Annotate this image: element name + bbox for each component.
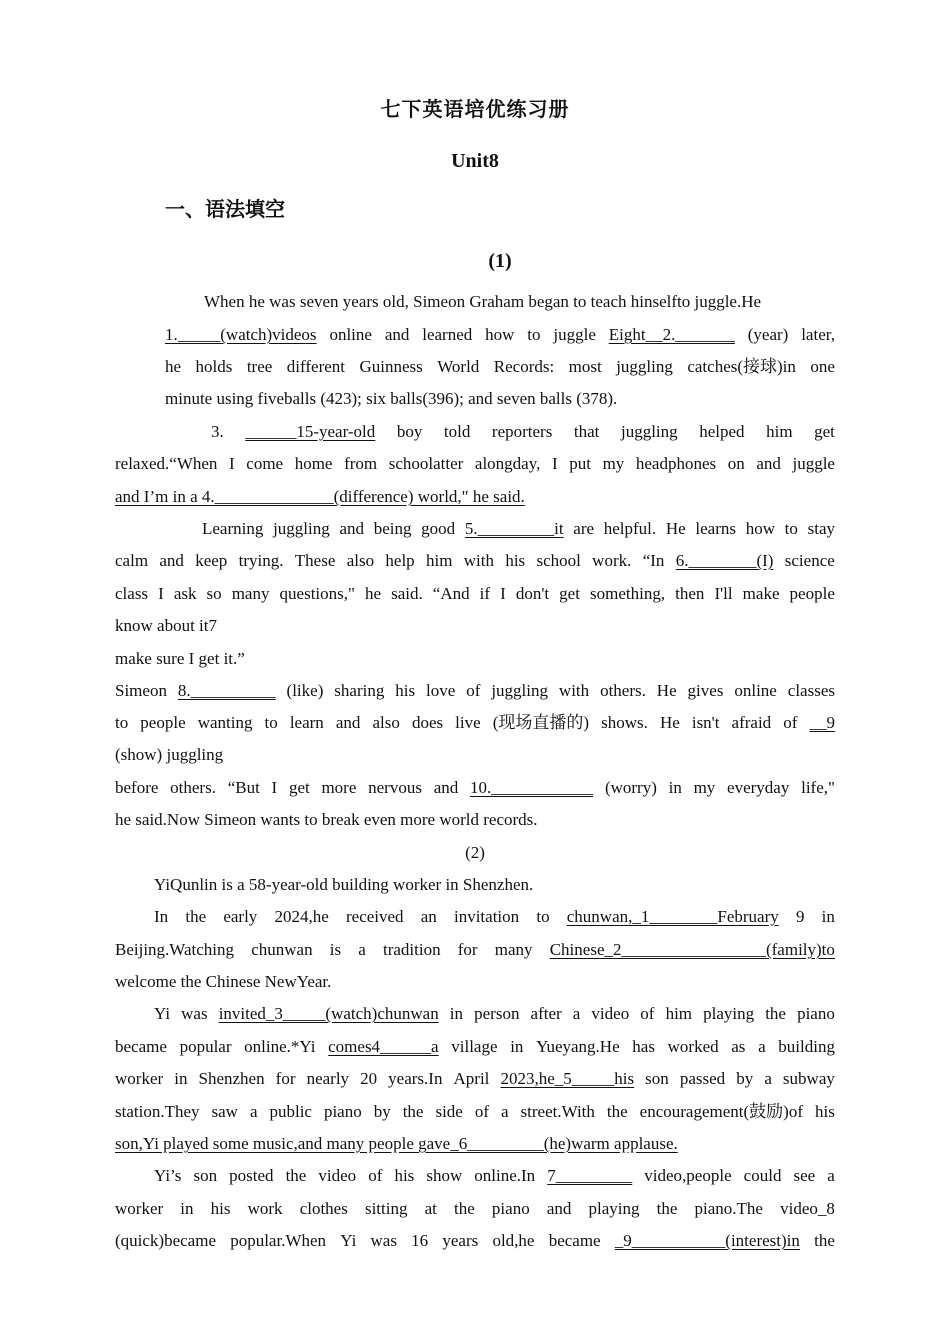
word: schoolatter (388, 454, 464, 473)
word: questions," (279, 584, 355, 603)
word: I'll (714, 584, 733, 603)
word: piano (323, 1102, 362, 1121)
word: years.In (388, 1069, 443, 1088)
word: could (743, 1166, 782, 1185)
word: the (402, 1102, 424, 1121)
word: juggling (616, 357, 673, 376)
word: years (442, 1231, 479, 1250)
word: 10.____________ (469, 778, 594, 797)
word: most (568, 357, 602, 376)
word: him (665, 1004, 693, 1023)
word: juggling (620, 422, 678, 441)
text-line (115, 1230, 835, 1252)
word: and (756, 454, 781, 473)
word: before (115, 778, 159, 797)
word: in (449, 1004, 464, 1023)
word: of (783, 713, 798, 732)
word: nearly (306, 1069, 350, 1088)
word: sharing (334, 681, 385, 700)
word: online (329, 325, 372, 344)
word: that (573, 422, 600, 441)
word: popular (179, 1037, 232, 1056)
word: son,Yi played some music,and many people gave_6_________(he)warm applause. (115, 1134, 678, 1153)
word: from (344, 454, 378, 473)
word: He (665, 519, 686, 538)
word: comes4______a (328, 1037, 439, 1056)
word: building (778, 1037, 835, 1056)
word: son (645, 1069, 669, 1088)
word: (quick)became (115, 1231, 216, 1250)
word: video_8 (780, 1199, 835, 1218)
word: helpful. (603, 519, 657, 538)
word: after (530, 1004, 562, 1023)
word: received (345, 907, 404, 926)
text-line (165, 324, 835, 346)
word: online.*Yi (244, 1037, 316, 1056)
word: the (185, 907, 207, 926)
text-line (154, 1003, 835, 1025)
word: “And (432, 584, 470, 603)
word: These (294, 551, 336, 570)
word: how (485, 325, 515, 344)
word: helped (699, 422, 745, 441)
text-line (115, 453, 835, 475)
word: alongday, (474, 454, 541, 473)
word: 3. (211, 422, 224, 441)
word: __9 (809, 713, 835, 732)
word: worked (667, 1037, 719, 1056)
word: 16 (411, 1231, 429, 1250)
word: he said.Now Simeon wants to break even more world records. (115, 810, 538, 829)
word: became (115, 1037, 167, 1056)
word: YiQunlin is a 58-year-old building worker in Shenzhen. (154, 875, 534, 894)
word: 20 (360, 1069, 378, 1088)
word: home (294, 454, 333, 473)
word: the (606, 1102, 628, 1121)
word: boy (396, 422, 423, 441)
word: learned (422, 325, 473, 344)
text-line (115, 550, 835, 572)
word: said. (391, 584, 423, 603)
word: show (426, 1166, 463, 1185)
word: When he was seven years old, Simeon Graham began to teach hinselfto juggle.He (204, 292, 762, 311)
word: afraid (731, 713, 772, 732)
word: he (365, 584, 382, 603)
unit-title: Unit8 (451, 150, 499, 172)
word: Beijing.Watching (115, 940, 235, 959)
word: how (745, 519, 775, 538)
word: piano (797, 1004, 835, 1023)
word: worker (115, 1069, 164, 1088)
word: of (368, 1166, 383, 1185)
word: and (339, 519, 364, 538)
word: sitting (364, 1199, 408, 1218)
word: has (632, 1037, 655, 1056)
word: saw (211, 1102, 238, 1121)
word: in (180, 1199, 194, 1218)
word: a (358, 940, 366, 959)
word: piano.The (694, 1199, 763, 1218)
word: he (165, 357, 182, 376)
word: to (536, 907, 550, 926)
word: others. (600, 681, 646, 700)
word: He (656, 681, 677, 700)
word: person (474, 1004, 520, 1023)
text-line (115, 971, 835, 993)
word: Records: (493, 357, 555, 376)
word: the (454, 1199, 475, 1218)
word: for (457, 940, 478, 959)
word: minute using fiveballs (423); six balls(396); and seven balls (378). (165, 389, 618, 408)
word: chunwan,_1________February (566, 907, 779, 926)
word: juggling (273, 519, 330, 538)
word: to (264, 713, 278, 732)
word: online.In (474, 1166, 536, 1185)
word: 1._____(watch)videos (165, 325, 317, 344)
text-line (154, 874, 835, 896)
page-title: 七下英语培优练习册 (380, 99, 570, 121)
word: his (814, 1102, 835, 1121)
word: a (827, 1166, 835, 1185)
word: 5._________it (464, 519, 564, 538)
word: his (395, 681, 416, 700)
word: posted (229, 1166, 274, 1185)
word: is (329, 940, 342, 959)
word: if (479, 584, 491, 603)
word: juggling (491, 681, 548, 700)
word: video (318, 1166, 357, 1185)
word: also (346, 551, 375, 570)
word: so (206, 584, 222, 603)
word: and (384, 325, 410, 344)
word: trying. (238, 551, 284, 570)
word: public (269, 1102, 312, 1121)
word: shows. (601, 713, 648, 732)
word: became (548, 1231, 601, 1250)
word: village (451, 1037, 498, 1056)
word: relaxed.“When (115, 454, 218, 473)
word: a (501, 1102, 509, 1121)
word: a (572, 1004, 581, 1023)
word: invitation (453, 907, 520, 926)
text-line (115, 680, 835, 702)
text-line (165, 388, 835, 410)
word: (现场直播的) (492, 713, 590, 732)
text-line (115, 1101, 835, 1123)
word: stay (807, 519, 835, 538)
text-line (115, 712, 835, 734)
word: by (373, 1102, 391, 1121)
word: ______15-year-old (245, 422, 376, 441)
word: was (370, 1231, 397, 1250)
word: Simeon (115, 681, 167, 700)
word: 9 (795, 907, 805, 926)
word: 2024,he (274, 907, 329, 926)
word: learn (289, 713, 324, 732)
text-line (165, 356, 835, 378)
word: more (321, 778, 357, 797)
word: holds (195, 357, 233, 376)
word: see (793, 1166, 816, 1185)
word: online (734, 681, 777, 700)
word: life," (801, 778, 835, 797)
word: Learning (202, 519, 264, 538)
word: his (394, 1166, 415, 1185)
text-line (115, 1068, 835, 1090)
word: told (443, 422, 471, 441)
word: of (474, 1102, 490, 1121)
word: different (286, 357, 345, 376)
text-line (115, 1036, 835, 1058)
word: of (640, 1004, 655, 1023)
word: get (559, 584, 580, 603)
word: son (193, 1166, 218, 1185)
word: as (731, 1037, 746, 1056)
word: street.With (520, 1102, 595, 1121)
word: and (159, 551, 184, 570)
word: video,people (644, 1166, 732, 1185)
word: get (288, 778, 310, 797)
word: _9___________(interest)in (614, 1231, 800, 1250)
word: a (764, 1069, 772, 1088)
word: calm (115, 551, 149, 570)
word: 6.________(I) (675, 551, 774, 570)
word: I (158, 584, 164, 603)
word: make sure I get it.” (115, 649, 245, 668)
word: in (821, 907, 835, 926)
word: Guinness (359, 357, 423, 376)
word: chunwan (251, 940, 313, 959)
word: was (181, 1004, 208, 1023)
word: catches(接球)in (687, 357, 796, 376)
word: (year) (747, 325, 789, 344)
word: Eight__2._______ (608, 325, 735, 344)
word: in (510, 1037, 524, 1056)
word: live (455, 713, 481, 732)
word: wanting (197, 713, 253, 732)
text-line (115, 486, 835, 508)
word: playing (588, 1199, 640, 1218)
word: with (463, 551, 494, 570)
word: his (210, 1199, 231, 1218)
word: work (247, 1199, 283, 1218)
section-heading: 一、语法填空 (165, 199, 285, 221)
word: the (814, 1231, 835, 1250)
word: and (433, 778, 459, 797)
word: to (784, 519, 798, 538)
word: for (275, 1069, 296, 1088)
word: Yi’s (154, 1166, 182, 1185)
word: many (231, 584, 270, 603)
word: make (742, 584, 780, 603)
word: (worry) (604, 778, 657, 797)
word: know about it7 (115, 616, 217, 635)
text-line (115, 809, 835, 831)
word: 7_________ (547, 1166, 633, 1185)
word: an (420, 907, 437, 926)
passage-label: (2) (465, 843, 485, 862)
word: I (271, 778, 278, 797)
word: and (546, 1199, 572, 1218)
passage-label: (1) (488, 250, 512, 272)
word: in (174, 1069, 188, 1088)
word: “But (227, 778, 260, 797)
word: learns (695, 519, 736, 538)
word: put (569, 454, 591, 473)
word: don't (515, 584, 550, 603)
text-line (115, 744, 835, 766)
word: to (115, 713, 129, 732)
word: on (727, 454, 745, 473)
word: juggle (553, 325, 596, 344)
word: the (765, 1004, 786, 1023)
word: 2023,he_5_____his (500, 1069, 635, 1088)
word: then (675, 584, 705, 603)
text-line (154, 906, 835, 928)
text-line (202, 518, 835, 540)
word: keep (195, 551, 228, 570)
word: (like) (286, 681, 324, 700)
word: Chinese_2_________________(family)to (549, 940, 835, 959)
word: help (385, 551, 415, 570)
word: class (115, 584, 149, 603)
word: a (758, 1037, 766, 1056)
word: tree (246, 357, 273, 376)
word: early (223, 907, 258, 926)
word: to (527, 325, 541, 344)
word: passed (679, 1069, 726, 1088)
word: clothes (299, 1199, 348, 1218)
text-line (154, 1165, 835, 1187)
word: World (437, 357, 480, 376)
word: invited_3_____(watch)chunwan (218, 1004, 439, 1023)
word: (show) juggling (115, 745, 224, 764)
word: April (453, 1069, 490, 1088)
word: my (693, 778, 716, 797)
word: He (659, 713, 680, 732)
word: headphones (635, 454, 717, 473)
text-line (115, 583, 835, 605)
word: him (766, 422, 793, 441)
word: “In (642, 551, 665, 570)
word: playing (703, 1004, 755, 1023)
word: school (536, 551, 581, 570)
word: subway (782, 1069, 835, 1088)
word: nervous (368, 778, 422, 797)
word: popular.When (230, 1231, 327, 1250)
word: a (249, 1102, 258, 1121)
word: Yueyang.He (536, 1037, 620, 1056)
word: piano (491, 1199, 530, 1218)
word: encouragement(鼓励)of (639, 1102, 803, 1121)
word: his (505, 551, 526, 570)
word: I (500, 584, 506, 603)
word: In (154, 907, 169, 926)
word: the (285, 1166, 307, 1185)
word: juggle (792, 454, 835, 473)
word: isn't (691, 713, 720, 732)
word: people (140, 713, 186, 732)
word: one (810, 357, 835, 376)
text-line (204, 291, 835, 313)
word: with (558, 681, 590, 700)
text-line (115, 1133, 835, 1155)
word: him (426, 551, 453, 570)
text-line (115, 648, 835, 670)
word: are (573, 519, 595, 538)
word: classes (787, 681, 835, 700)
word: video (591, 1004, 630, 1023)
word: gives (687, 681, 724, 700)
word: tradition (382, 940, 441, 959)
word: come (246, 454, 284, 473)
word: old,he (492, 1231, 535, 1250)
word: in (668, 778, 682, 797)
text-line (115, 1198, 835, 1220)
word: worker (115, 1199, 164, 1218)
text-line (115, 939, 835, 961)
word: side (435, 1102, 463, 1121)
word: everyday (727, 778, 790, 797)
word: 8.__________ (177, 681, 276, 700)
word: something, (589, 584, 666, 603)
word: Shenzhen (198, 1069, 265, 1088)
word: and (335, 713, 361, 732)
word: love (426, 681, 456, 700)
word: good (421, 519, 456, 538)
word: many (494, 940, 533, 959)
word: later, (801, 325, 835, 344)
word: I (551, 454, 558, 473)
word: reporters (491, 422, 553, 441)
word: by (736, 1069, 754, 1088)
word: Yi (154, 1004, 171, 1023)
text-line (115, 777, 835, 799)
word: science (784, 551, 835, 570)
word: the (656, 1199, 678, 1218)
word: people (789, 584, 835, 603)
word: welcome the Chinese NewYear. (115, 972, 332, 991)
word: get (814, 422, 835, 441)
word: others. (170, 778, 216, 797)
word: ask (173, 584, 197, 603)
text-line (115, 615, 835, 637)
word: work. (592, 551, 632, 570)
word: I (229, 454, 235, 473)
word: also (372, 713, 400, 732)
word: Yi (340, 1231, 357, 1250)
word: of (466, 681, 481, 700)
word: station.They (115, 1102, 200, 1121)
word: my (602, 454, 625, 473)
word: does (411, 713, 444, 732)
word: and I’m in a 4.______________(difference) world," he said. (115, 487, 525, 506)
text-line (211, 421, 835, 443)
word: being (373, 519, 412, 538)
word: at (424, 1199, 437, 1218)
